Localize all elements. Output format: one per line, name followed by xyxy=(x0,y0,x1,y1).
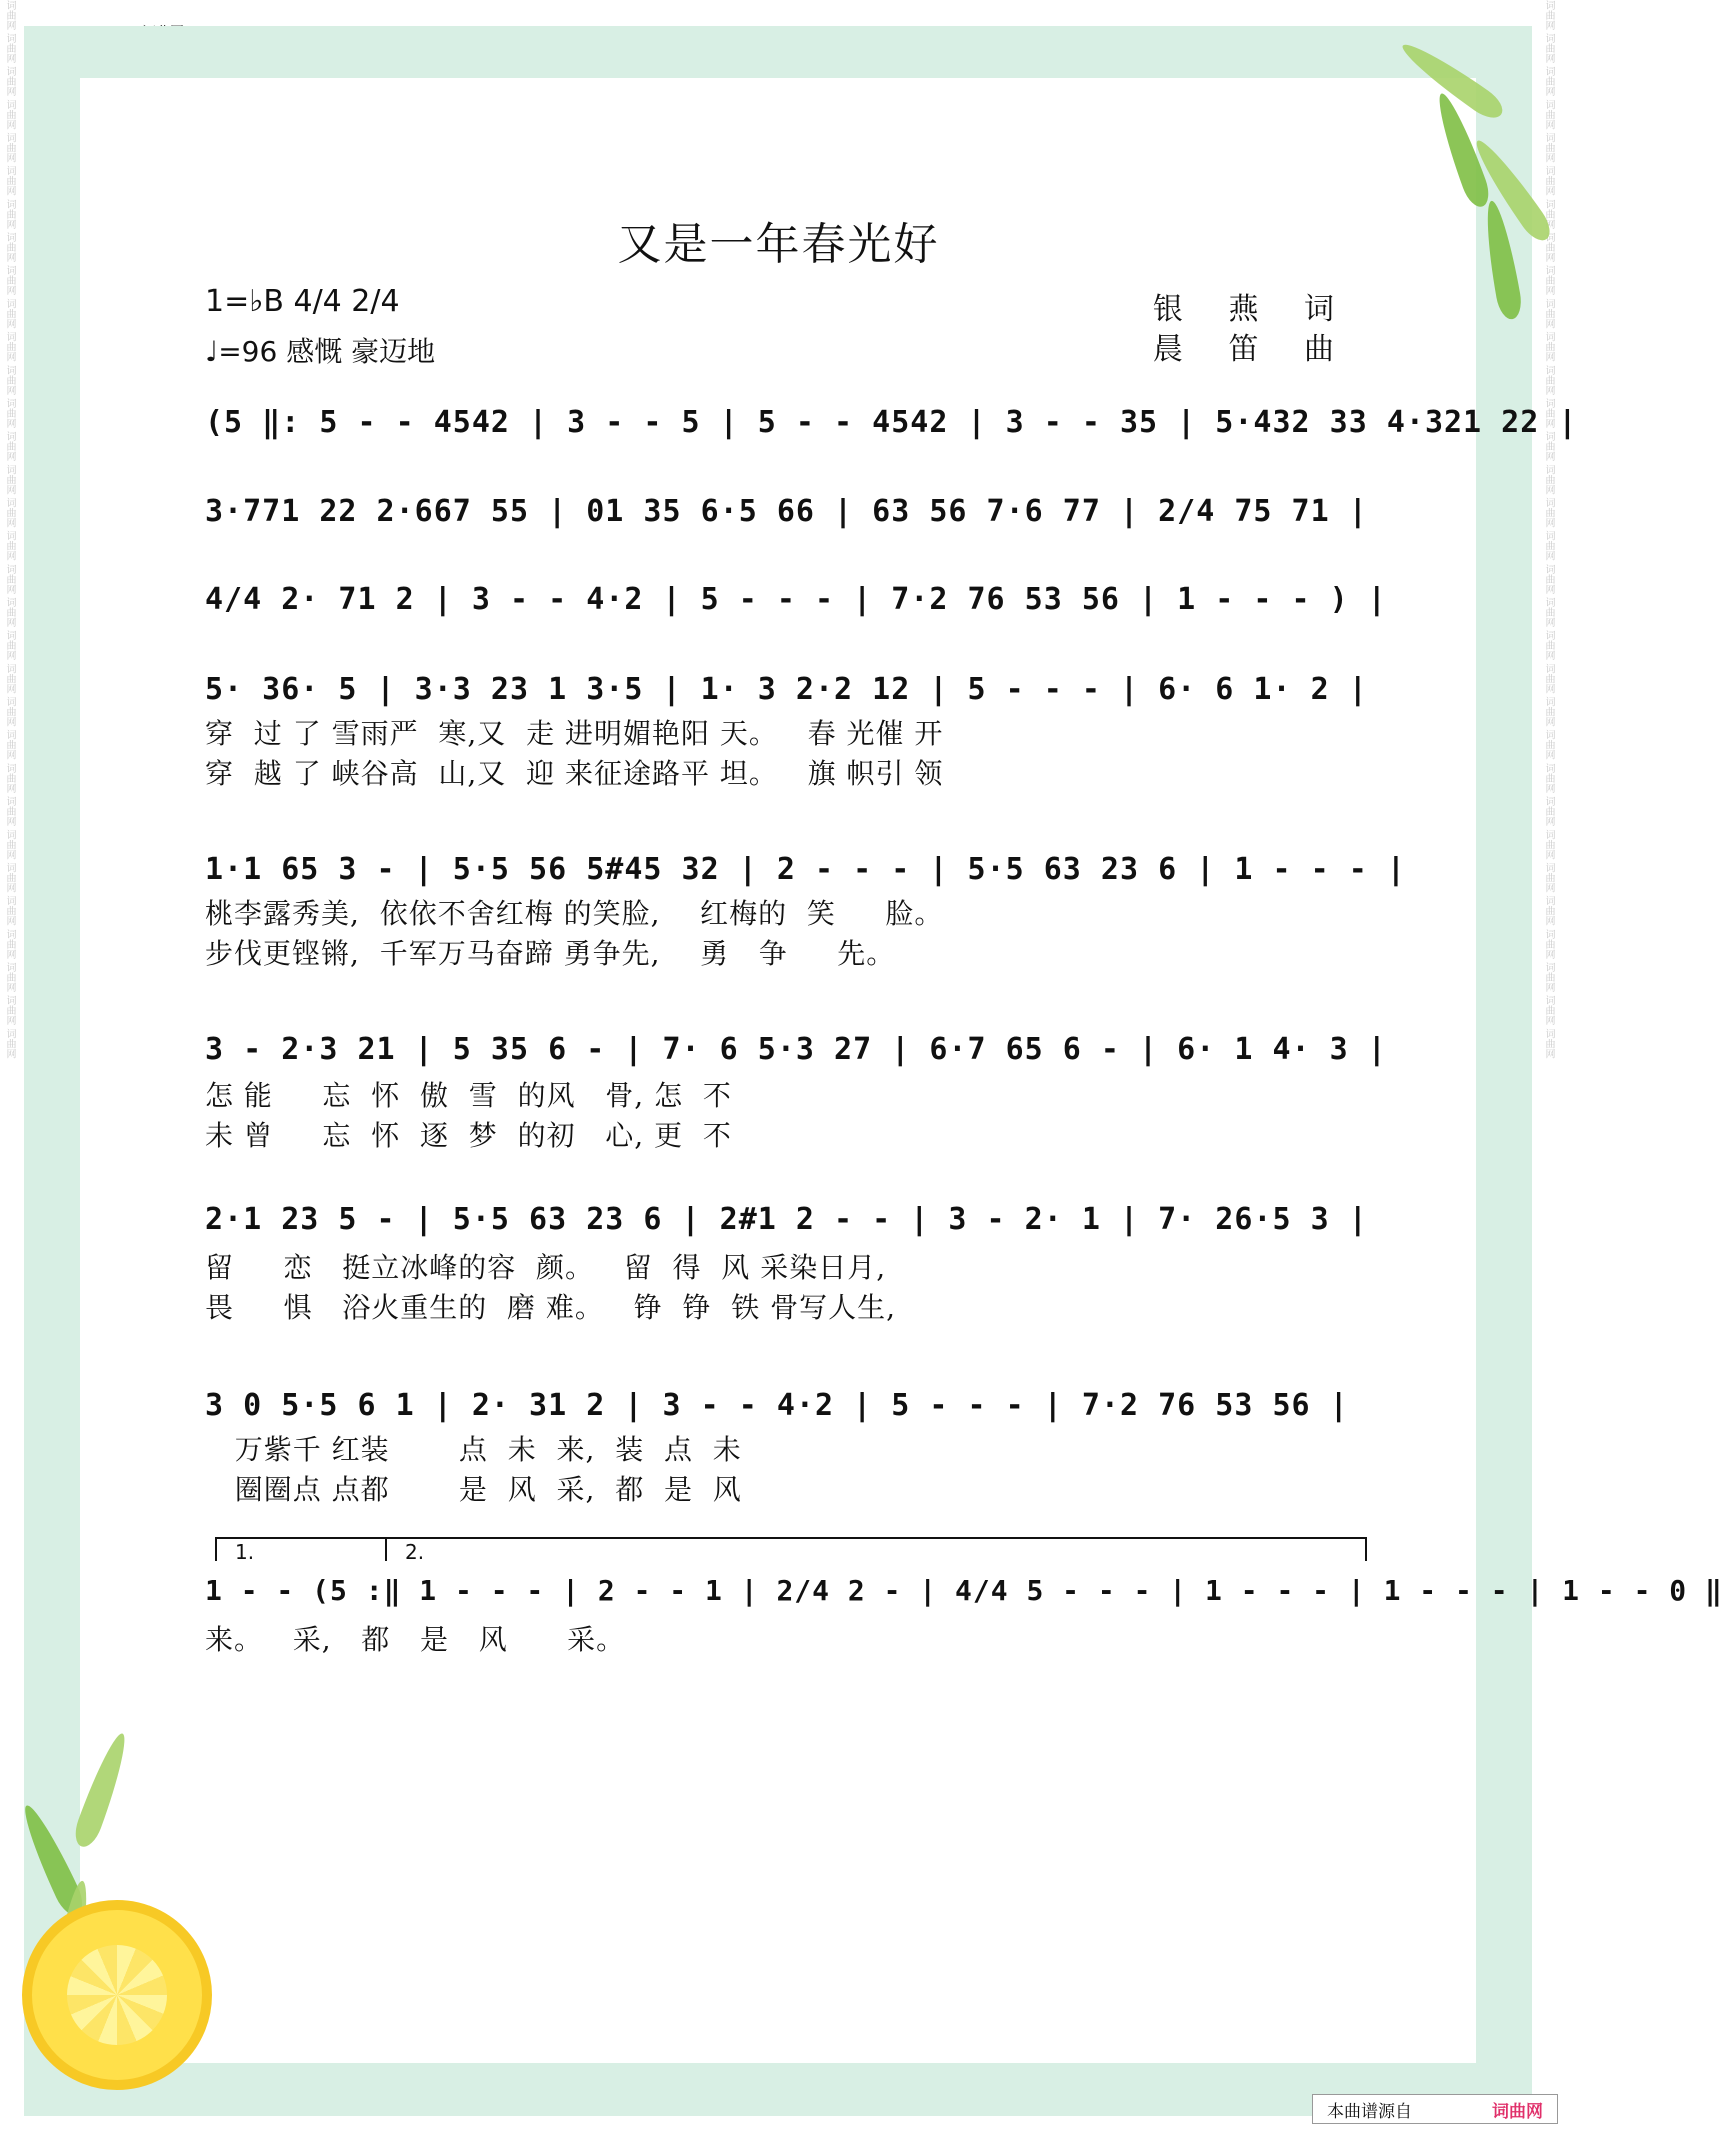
left-watermark: 词曲网 词曲网 词曲网 词曲网 词曲网 词曲网 词曲网 词曲网 词曲网 词曲网 词曲网 词曲网 词曲网 词曲网 词曲网 词曲网 词曲网 词曲网 词曲网 词曲网 词曲网 词曲网 词曲网 词曲网 词曲网 词曲网 词曲网 词曲网 词曲网 词曲网 词曲网 词曲网 xyxy=(4,0,15,1059)
lyric-line: 未 曾 忘 怀 逐 梦 的初 心, 更 不 xyxy=(205,1119,732,1152)
source-footer[interactable] xyxy=(1312,2094,1558,2124)
notation-row: 3 - 2·3 21 | 5 35 6 - | 7· 6 5·3 27 | 6·7 65 6 - | 6· 1 4· 3 | xyxy=(205,1032,1387,1067)
lyric-line: 怎 能 忘 怀 傲 雪 的风 骨, 怎 不 xyxy=(205,1079,732,1112)
source-label: 本曲谱源自 xyxy=(1327,2101,1412,2122)
notation-row: 5· 36· 5 | 3·3 23 1 3·5 | 1· 3 2·2 12 | 5 - - - | 6· 6 1· 2 | xyxy=(205,672,1368,707)
lyric-line: 圈圈点 点都 是 风 采, 都 是 风 xyxy=(205,1473,742,1506)
lemon-illustration xyxy=(22,1900,212,2090)
notation-row: 3 0 5·5 6 1 | 2· 31 2 | 3 - - 4·2 | 5 - - - | 7·2 76 53 56 | xyxy=(205,1388,1349,1423)
source-brand[interactable]: 词曲网 xyxy=(1492,2101,1543,2122)
lyric-line: 留 恋 挺立冰峰的容 颜。 留 得 风 采染日月, xyxy=(205,1251,887,1284)
lyric-line: 穿 越 了 峡谷高 山,又 迎 来征途路平 坦。 旗 帜引 领 xyxy=(205,757,944,790)
tempo-marking: ♩=96 感慨 豪迈地 xyxy=(205,335,436,368)
key-signature: 1=♭B 4/4 2/4 xyxy=(205,284,400,319)
lyric-line: 万紫千 红装 点 未 来, 装 点 未 xyxy=(205,1433,742,1466)
lyric-line: 来。 采, 都 是 风 采。 xyxy=(205,1623,626,1656)
composer-credit: 晨 笛 曲 xyxy=(1152,332,1352,367)
notation-row: 3·771 22 2·667 55 | 01 35 6·5 66 | 63 56 7·6 77 | 2/4 75 71 | xyxy=(205,494,1368,529)
notation-row: 1 - - (5 :‖ 1 - - - | 2 - - 1 | 2/4 2 - | 4/4 5 - - - | 1 - - - | 1 - - - | 1 - - 0 ‖ xyxy=(205,1574,1723,1607)
song-title: 又是一年春光好 xyxy=(617,219,940,270)
notation-row: 4/4 2· 71 2 | 3 - - 4·2 | 5 - - - | 7·2 76 53 56 | 1 - - - ) | xyxy=(205,582,1387,617)
right-watermark: 词曲网 词曲网 词曲网 词曲网 词曲网 词曲网 词曲网 词曲网 词曲网 词曲网 词曲网 词曲网 词曲网 词曲网 词曲网 词曲网 词曲网 词曲网 词曲网 词曲网 词曲网 词曲网 词曲网 词曲网 词曲网 词曲网 词曲网 词曲网 词曲网 词曲网 词曲网 词曲网 xyxy=(1543,0,1554,1059)
notation-row: (5 ‖: 5 - - 4542 | 3 - - 5 | 5 - - 4542 | 3 - - 35 | 5·432 33 4·321 22 | xyxy=(205,405,1578,440)
volta-bracket-1: 1. xyxy=(215,1537,395,1561)
notation-row: 1·1 65 3 - | 5·5 56 5#45 32 | 2 - - - | 5·5 63 23 6 | 1 - - - | xyxy=(205,852,1406,887)
volta-bracket-2: 2. xyxy=(385,1537,1367,1561)
lyric-line: 桃李露秀美, 依依不舍红梅 的笑脸, 红梅的 笑 脸。 xyxy=(205,897,944,930)
lyric-line: 穿 过 了 雪雨严 寒,又 走 进明媚艳阳 天。 春 光催 开 xyxy=(205,717,944,750)
lyric-line: 畏 惧 浴火重生的 磨 难。 铮 铮 铁 骨写人生, xyxy=(205,1291,897,1324)
lyricist-credit: 银 燕 词 xyxy=(1152,292,1352,327)
lyric-line: 步伐更铿锵, 千军万马奋蹄 勇争先, 勇 争 先。 xyxy=(205,937,896,970)
notation-row: 2·1 23 5 - | 5·5 63 23 6 | 2#1 2 - - | 3 - 2· 1 | 7· 26·5 3 | xyxy=(205,1202,1368,1237)
